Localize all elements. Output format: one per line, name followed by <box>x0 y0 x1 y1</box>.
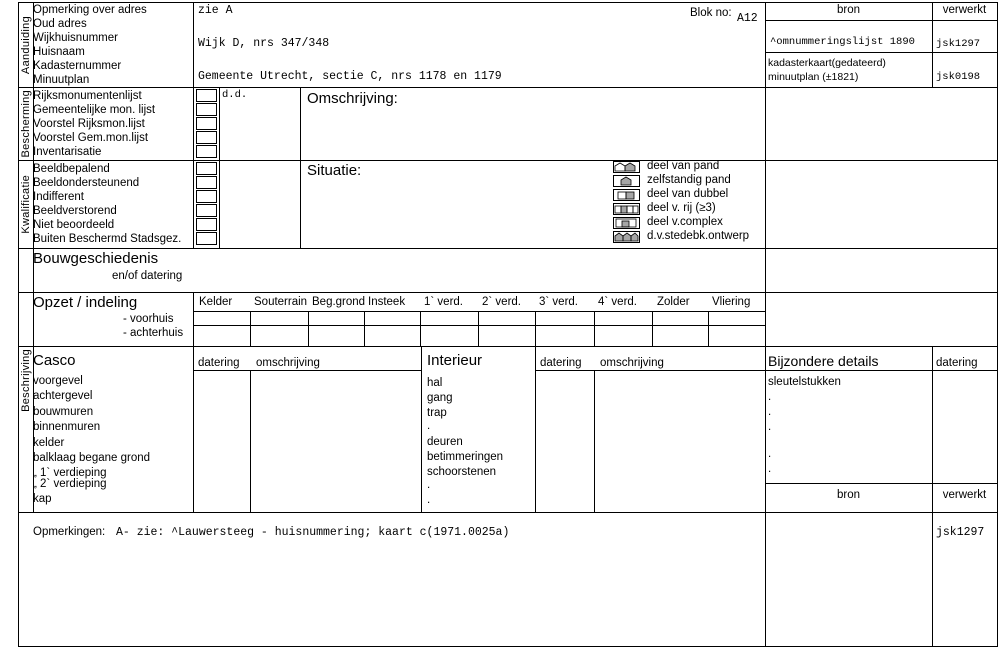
situatie-option-0-label: deel van pand <box>647 160 720 172</box>
bouwgeschiedenis-title: Bouwgeschiedenis <box>33 250 159 267</box>
interieur-title: Interieur <box>427 352 483 369</box>
bron-entry-1: kadasterkaart(gedateerd) <box>768 57 886 69</box>
casco-row-2: bouwmuren <box>33 406 94 418</box>
opzet-col-header-3: Insteek <box>368 296 406 308</box>
aanduiding-row-label-1: Oud adres <box>33 18 87 30</box>
opzet-col-header-5: 2` verd. <box>482 296 521 308</box>
aanduiding-row-label-5: Minuutplan <box>33 74 90 86</box>
kwalificatie-checkbox-1[interactable] <box>196 176 217 189</box>
opzet-right-divider <box>765 292 766 346</box>
casco-bottom-rule <box>19 512 997 513</box>
kwalificatie-row-label-2: Indifferent <box>33 191 84 203</box>
situatie-option-5-label: d.v.stedebk.ontwerp <box>647 230 750 242</box>
bijzondere-details-row-0: sleutelstukken <box>768 376 841 388</box>
bijzondere-details-row-3: . <box>768 421 772 433</box>
bron-entry-0: ^omnummeringslijst 1890 <box>770 36 915 48</box>
opzet-col-header-6: 3` verd. <box>539 296 578 308</box>
opzet-row-label-0: - voorhuis <box>123 313 174 325</box>
bescherming-checkbox-divider <box>219 87 220 160</box>
casco-row-6: „ 1` verdieping <box>33 467 107 479</box>
interieur-col-datering: datering <box>540 357 582 369</box>
bescherming-row-label-2: Voorstel Rijksmon.lijst <box>33 118 145 130</box>
situatie-option-1[interactable] <box>613 174 763 188</box>
bron-entry-0-verwerkt: jsk1297 <box>936 38 981 50</box>
bron-entry-2-verwerkt: jsk0198 <box>936 71 981 83</box>
bescherming-checkbox-2[interactable] <box>196 117 217 130</box>
situatie-option-4-label: deel v.complex <box>647 216 723 228</box>
opzet-col-header-1: Souterrain <box>254 296 308 308</box>
opmerkingen-verwerkt-divider <box>932 512 933 647</box>
bescherming-checkbox-1[interactable] <box>196 103 217 116</box>
interieur-row-5: betimmeringen <box>427 451 504 463</box>
interieur-row-4: deuren <box>427 436 463 448</box>
kwalificatie-row-label-0: Beeldbepalend <box>33 163 110 175</box>
situatie-option-3[interactable] <box>613 202 763 216</box>
casco-row-4: kelder <box>33 437 65 449</box>
aanduiding-label: Aanduiding <box>20 15 32 75</box>
section-label-beschrijving <box>19 248 34 512</box>
blok-no-label: Blok no: <box>690 7 732 19</box>
bouwgeschiedenis-right-divider <box>765 248 766 292</box>
bescherming-row-label-3: Voorstel Gem.mon.lijst <box>33 132 149 144</box>
kwalificatie-bottom-rule <box>19 248 997 249</box>
opzet-col-header-7: 4` verd. <box>598 296 637 308</box>
interieur-datering-divider <box>535 346 536 512</box>
interieur-omschrijving-divider <box>594 370 595 512</box>
stedebouwkundig-ontwerp-icon <box>613 231 640 243</box>
opzet-col-header-4: 1` verd. <box>424 296 463 308</box>
aanduiding-row-label-0: Opmerking over adres <box>33 4 147 16</box>
aanduiding-row-label-2: Wijkhuisnummer <box>33 32 118 44</box>
opzet-col-sep-5 <box>478 311 479 346</box>
interieur-col-omschrijving: omschrijving <box>600 357 664 369</box>
casco-row-7: „ 2` verdieping <box>33 478 107 490</box>
opzet-title: Opzet / indeling <box>33 294 138 311</box>
situatie-option-5[interactable] <box>613 230 763 244</box>
opmerkingen-right-divider <box>765 512 766 647</box>
bescherming-label: Bescherming <box>20 89 32 158</box>
opzet-bottom-rule <box>19 346 997 347</box>
casco-row-0: voorgevel <box>33 375 83 387</box>
opzet-header-rule <box>193 311 765 312</box>
bescherming-bottom-rule <box>19 160 997 161</box>
bescherming-row-label-4: Inventarisatie <box>33 146 102 158</box>
casco-col-datering: datering <box>198 357 240 369</box>
bijzondere-details-row-1: . <box>768 391 772 403</box>
aanduiding-row-value-2: Wijk D, nrs 347/348 <box>198 37 330 50</box>
interieur-row-2: trap <box>427 407 447 419</box>
casco-row-3: binnenmuren <box>33 421 101 433</box>
bescherming-checkbox-3[interactable] <box>196 131 217 144</box>
section-label-aanduiding <box>19 3 34 87</box>
casco-right-divider <box>421 346 422 512</box>
bijzondere-details-datering-divider <box>932 346 933 512</box>
bijzondere-details-col-datering: datering <box>936 357 978 369</box>
bron-header-label: bron <box>836 4 861 16</box>
interieur-row-7: . <box>427 479 431 491</box>
bescherming-row-label-1: Gemeentelijke mon. lijst <box>33 104 156 116</box>
bouwgeschiedenis-subtitle: en/of datering <box>112 270 183 282</box>
aanduiding-row-value-0: zie A <box>198 4 233 17</box>
bron-entry-0-rule <box>765 52 997 53</box>
bijzondere-details-row-5: . <box>768 463 772 475</box>
situatie-option-2-label: deel van dubbel <box>647 188 729 200</box>
deel-van-pand-icon <box>613 161 640 173</box>
blok-no-value: A12 <box>737 12 758 25</box>
situatie-option-4[interactable] <box>613 216 763 230</box>
opmerkingen-label: Opmerkingen: <box>33 526 106 538</box>
opzet-col-sep-6 <box>535 311 536 346</box>
bescherming-checkbox-0[interactable] <box>196 89 217 102</box>
casco-row-8: kap <box>33 493 52 505</box>
kwalificatie-checkbox-4[interactable] <box>196 218 217 231</box>
interieur-row-0: hal <box>427 377 443 389</box>
opzet-col-sep-1 <box>250 311 251 346</box>
opmerkingen-text: A- zie: ^Lauwersteeg - huisnummering; kaart c(1971.0025a) <box>116 526 510 539</box>
opzet-col-header-0: Kelder <box>199 296 233 308</box>
aanduiding-row-label-4: Kadasternummer <box>33 60 122 72</box>
interieur-row-6: schoorstenen <box>427 466 497 478</box>
aanduiding-bottom-rule <box>19 87 997 88</box>
situatie-label: Situatie: <box>307 162 362 179</box>
casco-row-5: balklaag begane grond <box>33 452 151 464</box>
casco-datering-divider <box>250 370 251 512</box>
bescherming-dd-label: d.d. <box>222 89 248 101</box>
opmerkingen-verwerkt: jsk1297 <box>936 526 985 539</box>
section-label-bescherming <box>19 87 34 160</box>
deel-van-rij-icon <box>613 203 640 215</box>
bijzondere-details-verwerkt-label: verwerkt <box>942 489 987 501</box>
bijzondere-details-header-rule <box>765 370 997 371</box>
aanduiding-row-value-5: Gemeente Utrecht, sectie C, nrs 1178 en 1179 <box>198 70 502 83</box>
opzet-col-sep-4 <box>420 311 421 346</box>
kwalificatie-label: Kwalificatie <box>20 174 32 234</box>
kwalificatie-checkbox-2[interactable] <box>196 190 217 203</box>
kwalificatie-row-label-5: Buiten Beschermd Stadsgez. <box>33 233 182 245</box>
kwalificatie-row-label-3: Beeldverstorend <box>33 205 117 217</box>
kwalificatie-row-label-4: Niet beoordeeld <box>33 219 115 231</box>
bijzondere-details-row-2: . <box>768 406 772 418</box>
situatie-option-3-label: deel v. rij (≥3) <box>647 202 716 214</box>
bescherming-dd-divider <box>300 87 301 248</box>
kwalificatie-checkbox-divider <box>219 160 220 248</box>
opzet-col-sep-3 <box>364 311 365 346</box>
opzet-row-rule <box>193 325 765 326</box>
zelfstandig-pand-icon <box>613 175 640 187</box>
deel-van-dubbel-icon <box>613 189 640 201</box>
section-label-kwalificatie <box>19 160 34 248</box>
kwalificatie-label-divider <box>193 160 194 248</box>
opzet-row-label-1: - achterhuis <box>123 327 184 339</box>
verwerkt-header-label: verwerkt <box>942 4 987 16</box>
aanduiding-row-label-3: Huisnaam <box>33 46 85 58</box>
casco-col-omschrijving: omschrijving <box>256 357 320 369</box>
kwalificatie-checkbox-5[interactable] <box>196 232 217 245</box>
opzet-col-header-9: Vliering <box>712 296 751 308</box>
interieur-row-1: gang <box>427 392 453 404</box>
aanduiding-label-divider <box>193 3 194 87</box>
kwalificatie-row-label-1: Beeldondersteunend <box>33 177 140 189</box>
kwalificatie-checkbox-3[interactable] <box>196 204 217 217</box>
bouwgeschiedenis-bottom-rule <box>19 292 997 293</box>
casco-row-1: achtergevel <box>33 390 93 402</box>
bijzondere-details-bron-label: bron <box>836 489 861 501</box>
opzet-col-sep-7 <box>594 311 595 346</box>
kwalificatie-checkbox-0[interactable] <box>196 162 217 175</box>
omschrijving-label: Omschrijving: <box>307 90 398 107</box>
bescherming-row-label-0: Rijksmonumentenlijst <box>33 90 142 102</box>
situatie-option-0[interactable] <box>613 160 763 174</box>
bron-entry-2: minuutplan (±1821) <box>768 71 859 83</box>
casco-title: Casco <box>33 352 76 369</box>
opzet-label-divider <box>193 292 194 346</box>
bescherming-right-divider <box>765 87 766 248</box>
situatie-option-1-label: zelfstandig pand <box>647 174 731 186</box>
interieur-header-rule <box>535 370 765 371</box>
bron-header-rule <box>765 20 997 21</box>
opzet-col-sep-9 <box>708 311 709 346</box>
interieur-row-8: . <box>427 494 431 506</box>
deel-van-complex-icon <box>613 217 640 229</box>
interieur-row-3: . <box>427 420 431 432</box>
bijzondere-details-row-4: . <box>768 448 772 460</box>
casco-header-rule <box>193 370 421 371</box>
bescherming-checkbox-4[interactable] <box>196 145 217 158</box>
bijzondere-details-title: Bijzondere details <box>768 353 879 369</box>
opzet-col-sep-2 <box>308 311 309 346</box>
situatie-option-2[interactable] <box>613 188 763 202</box>
opzet-col-sep-8 <box>652 311 653 346</box>
opzet-col-header-2: Beg.grond <box>312 296 366 308</box>
bijzondere-details-footer-rule <box>765 483 997 484</box>
opzet-col-header-8: Zolder <box>657 296 690 308</box>
bescherming-label-divider <box>193 87 194 160</box>
beschrijving-label: Beschrijving <box>20 348 32 412</box>
